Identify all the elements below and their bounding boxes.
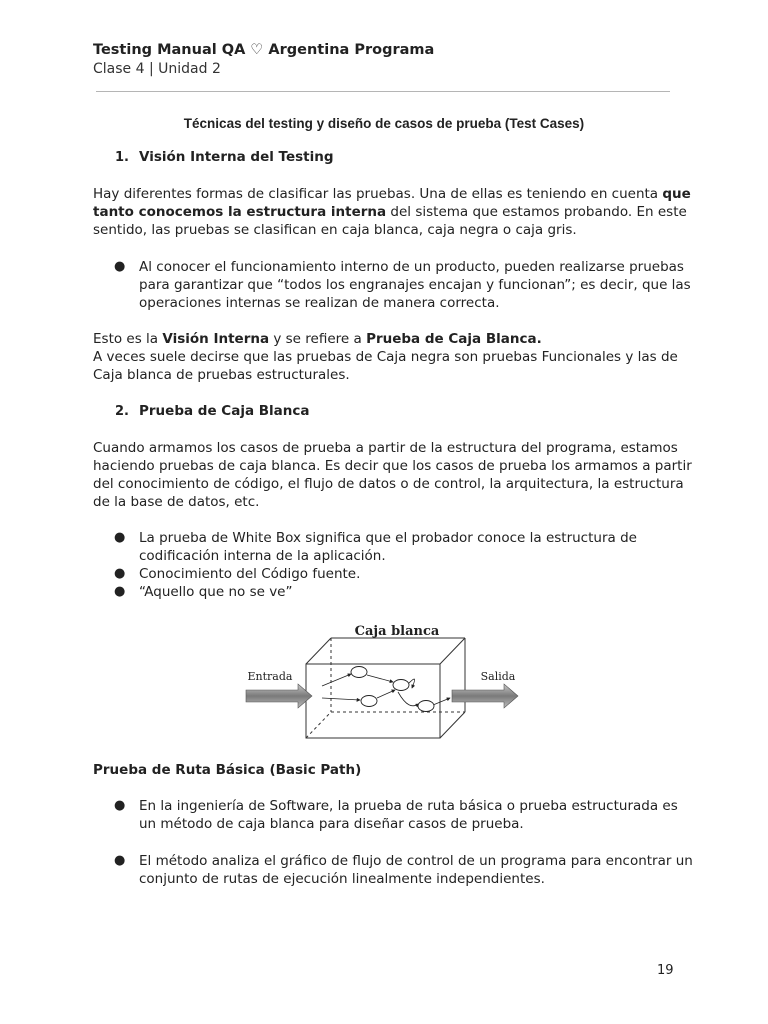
page-number: 19 <box>657 963 674 978</box>
output-arrow <box>452 684 518 708</box>
output-label: Salida <box>480 670 516 683</box>
section-2-heading: Prueba de Caja Blanca <box>139 403 310 419</box>
basic-path-bullet-1: En la ingeniería de Software, la prueba de ruta básica o prueba estructurada es un método de caja blanca para diseñar casos de prueba. <box>139 798 678 832</box>
header-divider <box>96 91 670 92</box>
bullet-icon: ● <box>114 584 126 599</box>
bullet-icon: ● <box>114 530 126 545</box>
section-2-bullet-1: La prueba de White Box significa que el probador conoce la estructura de codificación interna de la aplicación. <box>139 530 637 564</box>
section-1-bullet: Al conocer el funcionamiento interno de un producto, pueden realizarse pruebas para garantizar que “todos los engranajes encajan y funcionan”; es decir, que las operaciones internas se realizan de manera correcta. <box>139 259 691 311</box>
basic-path-heading: Prueba de Ruta Básica (Basic Path) <box>93 762 362 778</box>
input-label: Entrada <box>247 670 293 683</box>
header-subtitle: Clase 4 | Unidad 2 <box>93 61 221 77</box>
diagram-title: Caja blanca <box>354 624 440 639</box>
bullet-icon: ● <box>114 566 126 581</box>
section-2-paragraph: Cuando armamos los casos de prueba a partir de la estructura del programa, estamos haciendo pruebas de caja blanca. Es decir que los casos de prueba los armamos a partir del conocimiento de código, el flujo de datos o de control, la arquitectura, la estructura de la base de datos, etc. <box>93 440 692 510</box>
section-2-bullet-3: “Aquello que no se ve” <box>139 584 293 600</box>
input-arrow <box>246 684 312 708</box>
section-2-bullet-2: Conocimiento del Código fuente. <box>139 566 361 582</box>
section-1-paragraph-2: Esto es la Visión Interna y se refiere a Prueba de Caja Blanca. A veces suele decirse que las pruebas de Caja negra son pruebas Funcionales y las de Caja blanca de pruebas estructurales. <box>93 331 678 383</box>
bullet-icon: ● <box>114 259 126 274</box>
flow-nodes <box>351 667 434 712</box>
section-1-heading: Visión Interna del Testing <box>139 149 334 165</box>
white-box-diagram <box>240 618 540 744</box>
box-outline <box>306 638 465 738</box>
document-title: Técnicas del testing y diseño de casos de prueba (Test Cases) <box>183 116 585 131</box>
bullet-icon: ● <box>114 798 126 813</box>
section-1-paragraph: Hay diferentes formas de clasificar las pruebas. Una de ellas es teniendo en cuenta que tanto conocemos la estructura interna del sistema que estamos probando. En este sentido, las pruebas se clasifican en caja blanca, caja negra o caja gris. <box>93 186 691 238</box>
section-1-number: 1. <box>115 150 129 165</box>
bullet-icon: ● <box>114 853 126 868</box>
header-title: Testing Manual QA ♡ Argentina Programa <box>93 42 435 58</box>
basic-path-bullet-2: El método analiza el gráfico de flujo de control de un programa para encontrar un conjunto de rutas de ejecución linealmente independientes. <box>139 853 693 887</box>
section-2-number: 2. <box>115 404 129 419</box>
flow-graph <box>322 674 450 706</box>
